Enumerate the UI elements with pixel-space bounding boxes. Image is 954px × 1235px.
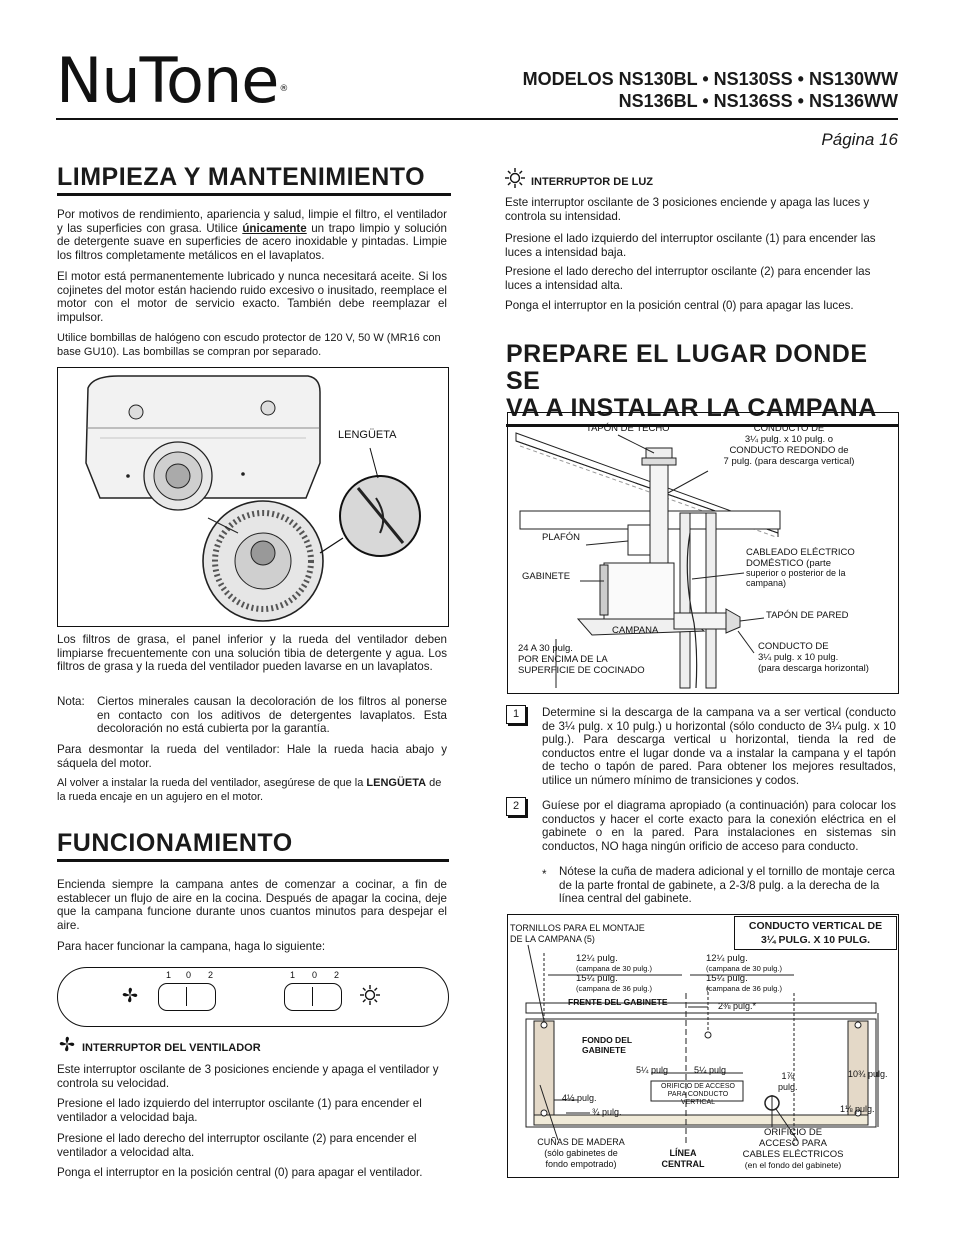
d2-conducto-vertical-box: CONDUCTO VERTICAL DE 3¼ PULG. X 10 PULG. [734,916,897,950]
star-marker: * [542,868,547,881]
d2-tornillos: TORNILLOS PARA EL MONTAJE DE LA CAMPANA (5) [510,923,645,944]
d1-conducto-horizontal: CONDUCTO DE 3¼ pulg. x 10 pulg. (para descarga horizontal) [758,641,869,674]
light-pos-1: 1 [290,970,296,980]
lengueta-label: LENGÜETA [338,429,397,441]
funcionamiento-paragraph-2: Para hacer funcionar la campana, haga lo siguiente: [57,940,326,953]
fan-switch-title: INTERRUPTOR DEL VENTILADOR [82,1042,261,1054]
d2-orificio-vertical: ORIFICIO DE ACCESO PARA CONDUCTO VERTICAL [661,1083,735,1106]
d2-m1-left: 12¼ pulg. (campana de 30 pulg.) 15¼ pulg. (campana de 36 pulg.) [576,953,652,993]
fan-pos-1: 1 [166,970,172,980]
cabinet-diagram [507,914,899,1178]
light-pos-0: 0 [312,970,318,980]
d1-campana: CAMPANA [612,625,659,636]
light-paragraph-4: Ponga el interruptor en la posición central (0) para apagar las luces. [505,299,854,312]
fan-paragraph-1: Este interruptor oscilante de 3 posiciones enciende y apaga el ventilador y controla su velocidad. [57,1063,439,1090]
models-line-2: NS136BL • NS136SS • NS136WW [618,91,898,111]
step-1-text: Determine si la descarga de la campana va a ser vertical (conducto de 3¼ pulg. x 10 pulg.) u horizontal (sólo conducto de 3¼ pulg. x 10 pulg.). Para descarga vertical u horizontal, tienda la red de conductos entre el lugar donde va a instalar la campana y el tapón de techo o tapón de pared. Para obtener los mejores resultados, utilice un número mínimo de transiciones y codos. [542,706,896,787]
d2-orificio-cables: ORIFICIO DE ACCESO PARA CABLES ELÉCTRICOS (en el fondo del gabinete) [742,1127,844,1170]
funcionamiento-paragraph-1: Encienda siempre la campana antes de comenzar a cocinar, a fin de establecer un flujo de aire en la cocina. Después de apagar la cocina, deje que la campana funcione durante unos cuantos minutos para despejar el aire. [57,878,447,932]
fan-switch-icon [57,1034,77,1059]
d1-tapon-techo: TAPÓN DE TECHO [586,423,670,434]
d1-conducto-vertical: CONDUCTO DE 3¼ pulg. x 10 pulg. o CONDUCTO REDONDO de 7 pulg. (para descarga vertical) [723,423,855,467]
d2-frente: FRENTE DEL GABINETE [568,997,668,1007]
d1-gabinete: GABINETE [522,571,571,582]
control-panel [57,967,449,1027]
prepare-title-line-1: PREPARE EL LUGAR DONDE SE [506,340,868,395]
fan-paragraph-2: Presione el lado izquierdo del interruptor oscilante (1) para encender el ventilador a velocidad baja. [57,1097,422,1124]
light-icon [360,985,380,1010]
star-note: Nótese la cuña de madera adicional y el tornillo de montaje cerca de la parte frontal de gabinete, a 2-3/8 pulg. a la derecha de la línea central del gabinete. [559,865,895,906]
light-switch-icon [505,168,525,193]
models-line-1: MODELOS NS130BL • NS130SS • NS130WW [522,69,898,89]
header-rule [56,118,898,120]
installation-diagram [507,412,899,694]
fan-icon [120,985,140,1010]
d2-m514-right: 5¼ pulg [694,1065,727,1075]
light-rocker-switch[interactable] [284,983,342,1011]
brand-logo: NuTone® [56,44,288,117]
d2-cunas: CUÑAS DE MADERA (sólo gabinetes de fondo empotrado) [537,1137,625,1169]
d2-m178: 1⅞ pulg. [778,1071,798,1092]
light-paragraph-3: Presione el lado derecho del interruptor oscilante (2) para encender las luces a intensidad alta. [505,265,871,292]
fan-wheel-figure [57,367,449,627]
step-2-badge: 2 [506,797,526,816]
limpieza-paragraph-5: Para desmontar la rueda del ventilador: Hale la rueda hacia abajo y sáquela del motor. [57,743,447,770]
page-number: Página 16 [821,130,898,149]
light-pos-2: 2 [334,970,340,980]
d2-m118: 1⅛ pulg. [840,1104,875,1114]
d2-m1-right: 12¼ pulg. (campana de 30 pulg.) 15¼ pulg. (campana de 36 pulg.) [706,953,782,993]
d1-tapon-pared: TAPÓN DE PARED [766,610,849,621]
light-paragraph-1: Este interruptor oscilante de 3 posiciones enciende y apaga las luces y controla su intensidad. [505,196,870,223]
d2-m1034: 10¾ pulg. [848,1069,888,1079]
fan-rocker-switch[interactable] [158,983,216,1011]
step-2-text: Guíese por el diagrama apropiado (a continuación) para colocar los conductos y hacer el corte exacto para la conexión eléctrica en el gabinete o en la pared. Para instalaciones en sistemas sin conductos, NO haga ningún orificio de acceso para conducto. [542,799,896,853]
limpieza-paragraph-4: Los filtros de grasa, el panel inferior y la rueda del ventilador deben limpiarse frecuentemente con una solución tibia de detergente y agua. Los filtros de grasa y la rueda del ventilador pueden lavarse en un lavaplatos. [57,633,447,674]
prepare-title-line-2: VA A INSTALAR LA CAMPANA [506,394,877,422]
d1-altura: 24 A 30 pulg. POR ENCIMA DE LA SUPERFICIE DE COCINADO [518,643,645,676]
d2-m514-left: 5¼ pulg [636,1065,669,1075]
d2-m238: 2⅜ pulg.* [718,1001,757,1011]
fan-pos-0: 0 [186,970,192,980]
light-switch-title: INTERRUPTOR DE LUZ [531,176,654,188]
fan-paragraph-4: Ponga el interruptor en la posición central (0) para apagar el ventilador. [57,1166,423,1179]
fan-pos-2: 2 [208,970,214,980]
fan-paragraph-3: Presione el lado derecho del interruptor oscilante (2) para encender el ventilador a velocidad alta. [57,1132,417,1159]
d2-m412: 4½ pulg. [562,1093,597,1103]
fan-wheel-illustration [58,368,447,625]
d1-plafon: PLAFÓN [542,532,581,543]
note-text: Ciertos minerales causan la decoloración de los filtros al ponerse en contacto con los aditivos de detergentes lavaplatos. Esta decoloración no está cubierta por la garantía. [97,695,447,736]
step-1-badge: 1 [506,705,526,724]
note-label: Nota: [57,695,85,708]
section-title-funcionamiento: FUNCIONAMIENTO [57,829,449,862]
d2-linea-central: LÍNEA CENTRAL [661,1148,705,1169]
model-list [523,68,898,112]
d2-fondo: FONDO DEL GABINETE [582,1035,633,1055]
light-paragraph-2: Presione el lado izquierdo del interruptor oscilante (1) para encender las luces a intensidad baja. [505,232,876,259]
section-title-limpieza: LIMPIEZA Y MANTENIMIENTO [57,163,451,196]
d1-cableado: CABLEADO ELÉCTRICO DOMÉSTICO (parte superior o posterior de la campana) [746,547,855,588]
limpieza-paragraph-1: Por motivos de rendimiento, apariencia y salud, limpie el filtro, el ventilador y las superficies con grasa. Utilice únicamente un trapo limpio y solución de detergente suave en superficies de acero inoxidable y pintadas. Limpie los filtros completamente metálicos en el lavaplatos. [57,208,448,262]
limpieza-paragraph-3: Utilice bombillas de halógeno con escudo protector de 120 V, 50 W (MR16 con base GU10). Las bombillas se compran por separado. [57,332,441,358]
limpieza-paragraph-6: Al volver a instalar la rueda del ventilador, asegúrese de que la LENGÜETA de la rueda encaje en un agujero en el motor. [57,777,442,803]
d2-m34: ¾ pulg. [592,1107,622,1117]
limpieza-paragraph-2: El motor está permanentemente lubricado y nunca necesitará aceite. Si los cojinetes del motor están haciendo ruido excesivo o inusitado, reemplace el motor con el motor de servicio exacto. También debe reemplazar el impulsor. [57,270,447,324]
